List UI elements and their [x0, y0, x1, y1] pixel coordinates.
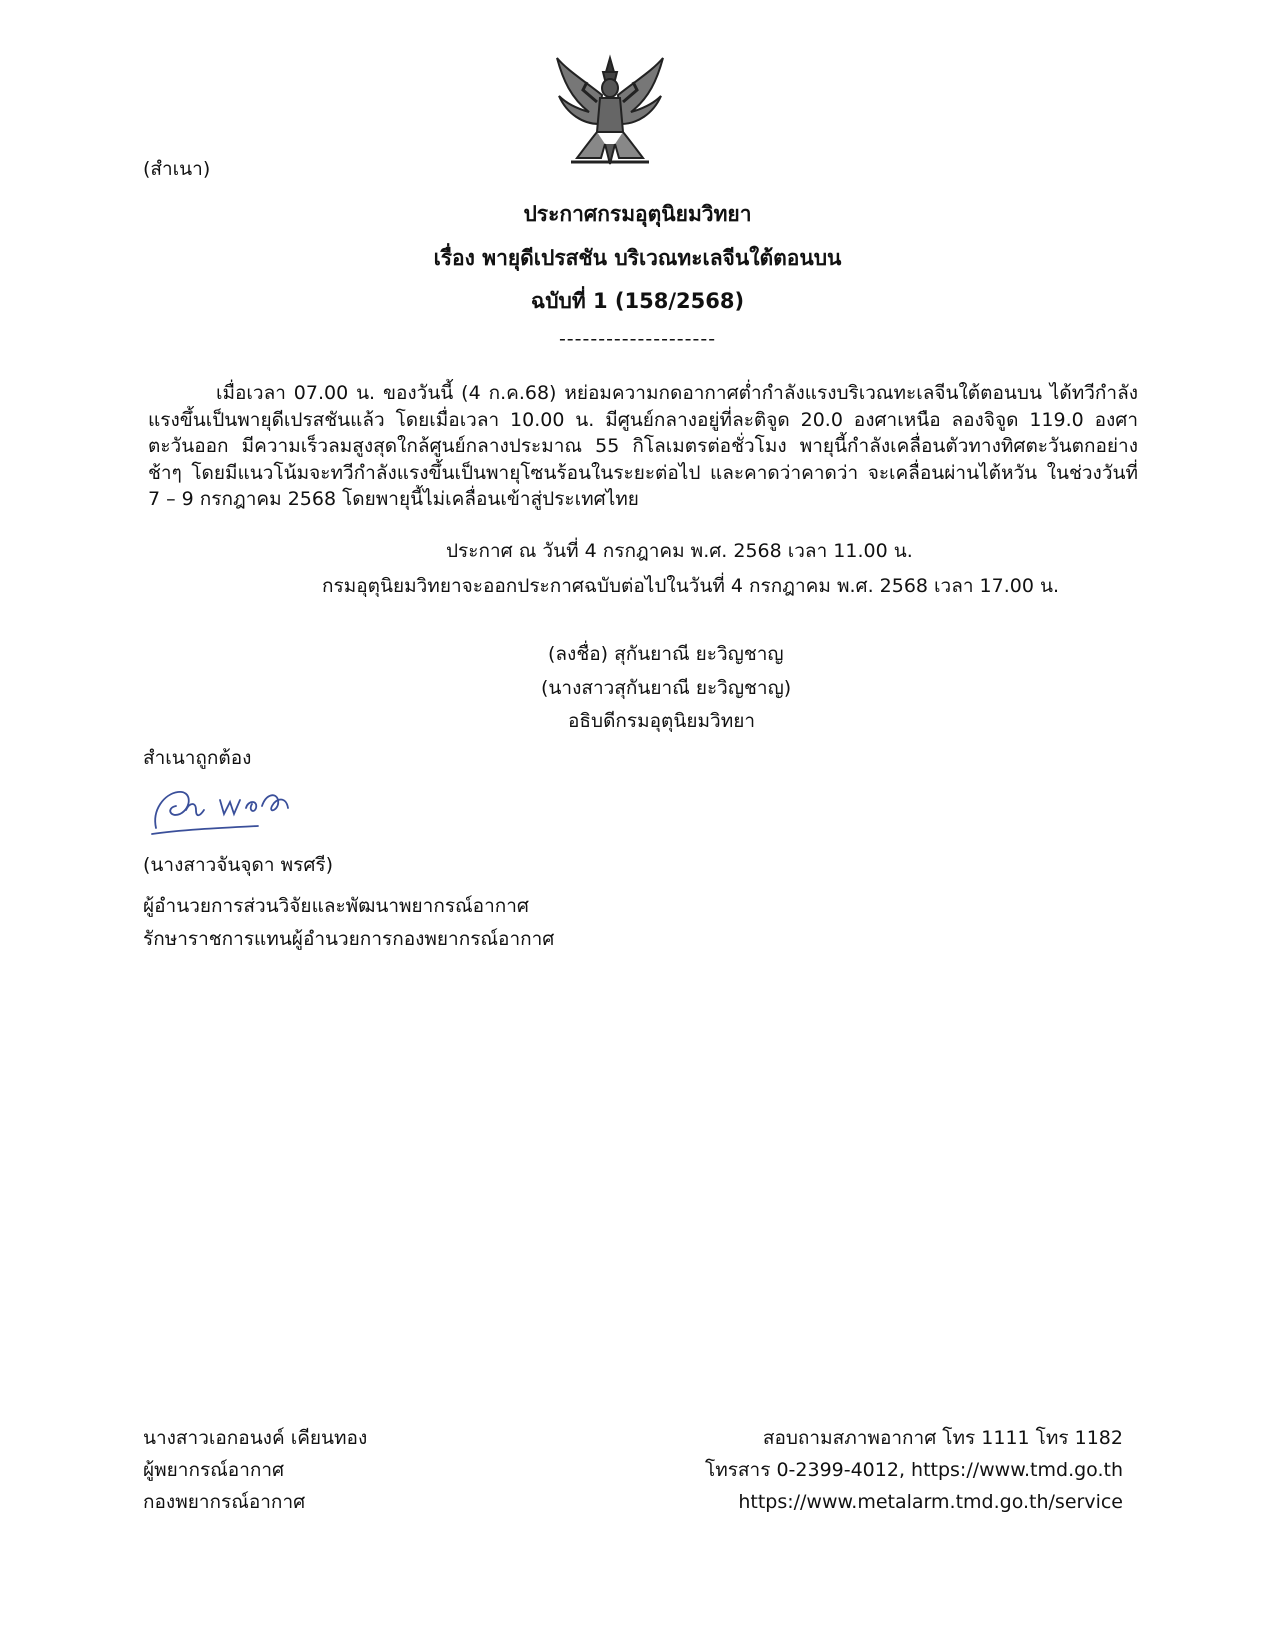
handwritten-signature — [148, 780, 308, 840]
garuda-emblem — [553, 50, 667, 170]
certified-position-2: รักษาราชการแทนผู้อำนวยการกองพยากรณ์อากาศ — [143, 928, 555, 950]
signatory-signed: (ลงชื่อ) สุกันยาณี ยะวิญชาญ — [548, 643, 784, 665]
heading-divider: -------------------- — [558, 328, 717, 350]
footer-contact-url: https://www.metalarm.tmd.go.th/service — [738, 1491, 1123, 1513]
certified-label: สำเนาถูกต้อง — [143, 747, 252, 769]
footer-contact-fax: โทรสาร 0-2399-4012, https://www.tmd.go.th — [705, 1459, 1123, 1481]
certified-position-1: ผู้อำนวยการส่วนวิจัยและพัฒนาพยากรณ์อากาศ — [143, 895, 529, 917]
announcement-issue: ฉบับที่ 1 (158/2568) — [530, 289, 745, 313]
next-announcement: กรมอุตุนิยมวิทยาจะออกประกาศฉบับต่อไปในวันที่ 4 กรกฎาคม พ.ศ. 2568 เวลา 17.00 น. — [322, 575, 1060, 597]
copy-label: (สำเนา) — [143, 158, 211, 180]
footer-contact-phone: สอบถามสภาพอากาศ โทร 1111 โทร 1182 — [762, 1427, 1123, 1449]
announcement-title: ประกาศกรมอุตุนิยมวิทยา — [523, 202, 752, 226]
footer-forecaster-title: ผู้พยากรณ์อากาศ — [143, 1459, 285, 1481]
announce-date: ประกาศ ณ วันที่ 4 กรกฎาคม พ.ศ. 2568 เวลา 11.00 น. — [446, 540, 913, 562]
certified-name: (นางสาวจันจุดา พรศรี) — [143, 854, 333, 876]
announcement-subject: เรื่อง พายุดีเปรสชัน บริเวณทะเลจีนใต้ตอนบน — [433, 246, 842, 270]
signatory-name: (นางสาวสุกันยาณี ยะวิญชาญ) — [541, 677, 792, 699]
footer-forecaster-name: นางสาวเอกอนงค์ เคียนทอง — [143, 1427, 368, 1449]
announcement-body: เมื่อเวลา 07.00 น. ของวันนี้ (4 ก.ค.68) หย่อมความกดอากาศต่ำกำลังแรงบริเวณทะเลจีนใต้ตอนบน ได้ทวีกำลังแรงขึ้นเป็นพายุดีเปรสชันแล้ว โดยเมื่อเวลา 10.00 น. มีศูนย์กลางอยู่ที่ละติจูด 20.0 องศาเหนือ ลองจิจูด 119.0 องศาตะวันออก มีความเร็วลมสูงสุดใกล้ศูนย์กลางประมาณ 55 กิโลเมตรต่อชั่วโมง พายุนี้กำลังเคลื่อนตัวทางทิศตะวันตกอย่างช้าๆ โดยมีแนวโน้มจะทวีกำลังแรงขึ้นเป็นพายุโซนร้อนในระยะต่อไป และคาดว่าคาดว่า จะเคลื่อนผ่านไต้หวัน ในช่วงวันที่ 7 – 9 กรกฎาคม 2568 โดยพายุนี้ไม่เคลื่อนเข้าสู่ประเทศไทย — [148, 382, 1138, 510]
signatory-position: อธิบดีกรมอุตุนิยมวิทยา — [568, 710, 756, 732]
footer-forecaster-division: กองพยากรณ์อากาศ — [143, 1491, 306, 1513]
